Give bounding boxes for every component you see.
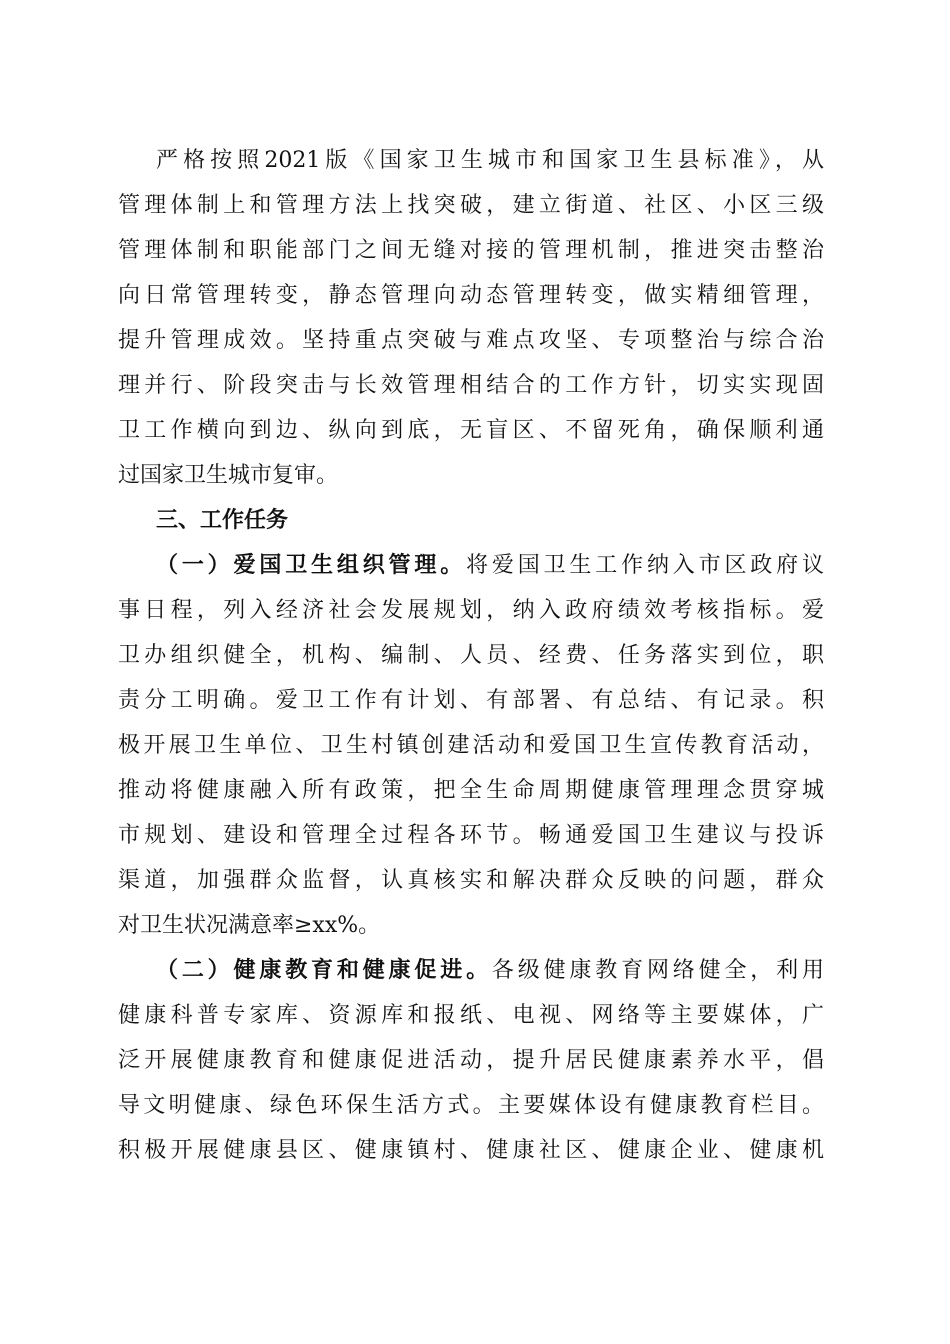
paragraph-line: 提升管理成效。坚持重点突破与难点攻坚、专项整治与综合治 [118, 328, 824, 353]
paragraph-line: 严格按照2021版《国家卫生城市和国家卫生县标准》，从 [156, 148, 824, 173]
item2-lead: （二）健康教育和健康促进。 [156, 958, 492, 983]
paragraph-line: 极开展卫生单位、卫生村镇创建活动和爱国卫生宣传教育活动， [118, 733, 824, 758]
paragraph-line: 导文明健康、绿色环保生活方式。主要媒体设有健康教育栏目。 [118, 1093, 824, 1118]
paragraph-line: 过国家卫生城市复审。 [118, 463, 339, 488]
item2-first-rest: 各级健康教育网络健全，利用 [491, 958, 824, 983]
section-heading: 三、工作任务 [156, 508, 289, 533]
paragraph-line: 推动将健康融入所有政策，把全生命周期健康管理理念贯穿城 [118, 778, 824, 803]
paragraph-line: 事日程，列入经济社会发展规划，纳入政府绩效考核指标。爱 [118, 598, 824, 623]
paragraph-line: 向日常管理转变，静态管理向动态管理转变，做实精细管理， [118, 283, 824, 308]
paragraph-line: 积极开展健康县区、健康镇村、健康社区、健康企业、健康机 [118, 1138, 824, 1163]
paragraph-line: 责分工明确。爱卫工作有计划、有部署、有总结、有记录。积 [118, 688, 824, 713]
item1-lead: （一）爱国卫生组织管理。 [156, 553, 467, 578]
item1-first-rest: 将爱国卫生工作纳入市区政府议 [466, 553, 824, 578]
paragraph-line: 泛开展健康教育和健康促进活动，提升居民健康素养水平，倡 [118, 1048, 824, 1073]
paragraph-line: 对卫生状况满意率≥xx%。 [118, 913, 381, 938]
paragraph-line: 市规划、建设和管理全过程各环节。畅通爱国卫生建议与投诉 [118, 823, 824, 848]
paragraph-line: 管理体制和职能部门之间无缝对接的管理机制，推进突击整治 [118, 238, 824, 263]
paragraph-line: 卫工作横向到边、纵向到底，无盲区、不留死角，确保顺利通 [118, 418, 824, 443]
item1-first-line [156, 551, 824, 581]
paragraph-line: 健康科普专家库、资源库和报纸、电视、网络等主要媒体，广 [118, 1003, 824, 1028]
item2-first-line [156, 956, 824, 986]
paragraph-line: 渠道，加强群众监督，认真核实和解决群众反映的问题，群众 [118, 868, 824, 893]
paragraph-line: 卫办组织健全，机构、编制、人员、经费、任务落实到位，职 [118, 643, 824, 668]
paragraph-line: 理并行、阶段突击与长效管理相结合的工作方针，切实实现固 [118, 373, 824, 398]
paragraph-line: 管理体制上和管理方法上找突破，建立街道、社区、小区三级 [118, 193, 824, 218]
